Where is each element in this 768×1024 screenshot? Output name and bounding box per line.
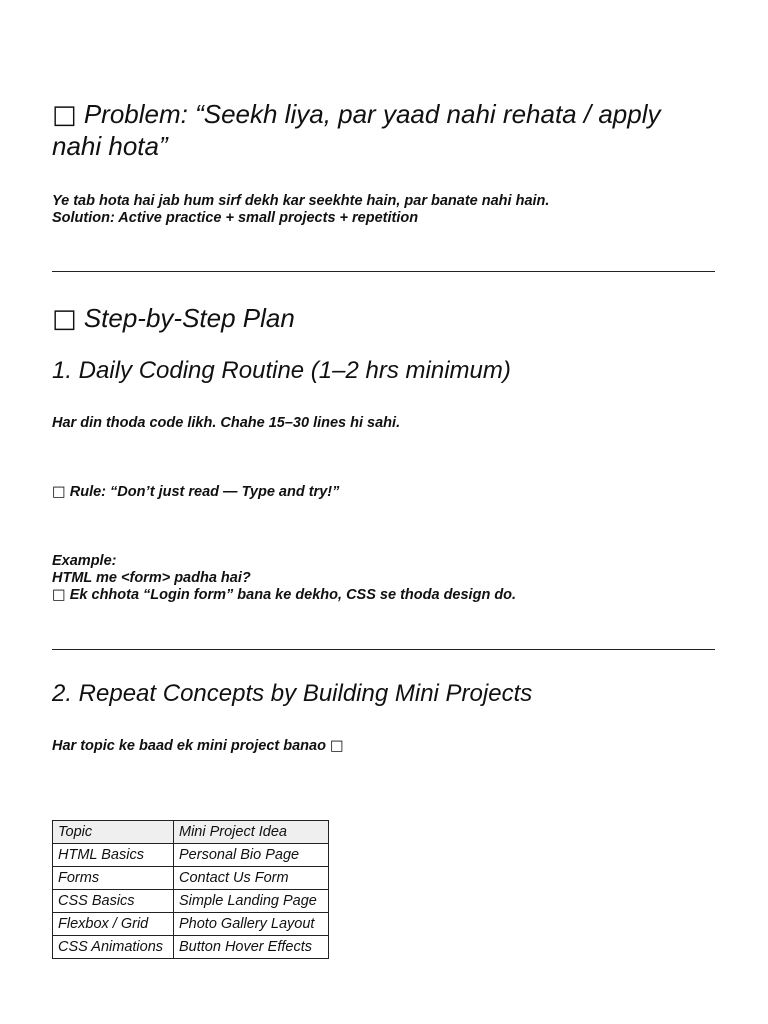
plan-heading <box>52 301 295 336</box>
table-cell-idea: Simple Landing Page <box>174 890 329 913</box>
mini-projects-table <box>52 820 329 959</box>
problem-heading <box>52 99 716 162</box>
table-header-idea: Mini Project Idea <box>174 821 329 844</box>
divider <box>52 271 715 272</box>
table-cell-topic: CSS Basics <box>53 890 174 913</box>
table-cell-topic: CSS Animations <box>53 936 174 959</box>
daily-routine-text: Har din thoda code likh. Chahe 15–30 lines hi sahi. <box>52 415 401 431</box>
example-label: Example: <box>52 553 117 569</box>
box-glyph-icon: □ <box>52 304 77 334</box>
problem-line-1: Ye tab hota hai jab hum sirf dekh kar seekhte hain, par banate nahi hain. <box>52 193 550 209</box>
table-header-topic: Topic <box>53 821 174 844</box>
table-row <box>53 867 329 890</box>
problem-line-2: Solution: Active practice + small projects + repetition <box>52 210 419 226</box>
example-line-1: HTML me <form> padha hai? <box>52 570 251 586</box>
example-line-2-text: Ek chhota “Login form” bana ke dekho, CSS se thoda design do. <box>69 587 517 603</box>
divider <box>52 649 715 650</box>
daily-routine-heading: 1. Daily Coding Routine (1–2 hrs minimum) <box>52 357 511 384</box>
mini-projects-text-content: Har topic ke baad ek mini project banao <box>52 738 326 754</box>
rule-text-content: Rule: “Don’t just read — Type and try!” <box>69 484 340 500</box>
table-cell-topic: Forms <box>53 867 174 890</box>
table-cell-idea: Personal Bio Page <box>174 844 329 867</box>
table-cell-idea: Contact Us Form <box>174 867 329 890</box>
table-cell-topic: HTML Basics <box>53 844 174 867</box>
mini-projects-heading: 2. Repeat Concepts by Building Mini Projects <box>52 680 533 707</box>
example-block <box>52 553 516 604</box>
example-line-2 <box>52 587 516 604</box>
box-glyph-icon: □ <box>52 587 66 603</box>
box-glyph-icon: □ <box>52 100 77 130</box>
table-row <box>53 844 329 867</box>
table-cell-idea: Photo Gallery Layout <box>174 913 329 936</box>
table-row <box>53 913 329 936</box>
table-row <box>53 936 329 959</box>
box-glyph-icon: □ <box>52 484 66 500</box>
plan-heading-text: Step-by-Step Plan <box>83 303 295 333</box>
table-cell-topic: Flexbox / Grid <box>53 913 174 936</box>
rule-text <box>52 484 339 501</box>
table-row <box>53 890 329 913</box>
table-cell-idea: Button Hover Effects <box>174 936 329 959</box>
problem-heading-text: Problem: “Seekh liya, par yaad nahi rehata / apply nahi hota” <box>52 99 661 161</box>
problem-paragraph <box>52 193 716 227</box>
mini-projects-text <box>52 738 344 755</box>
box-glyph-icon: □ <box>330 738 344 754</box>
table-header-row <box>53 821 329 844</box>
